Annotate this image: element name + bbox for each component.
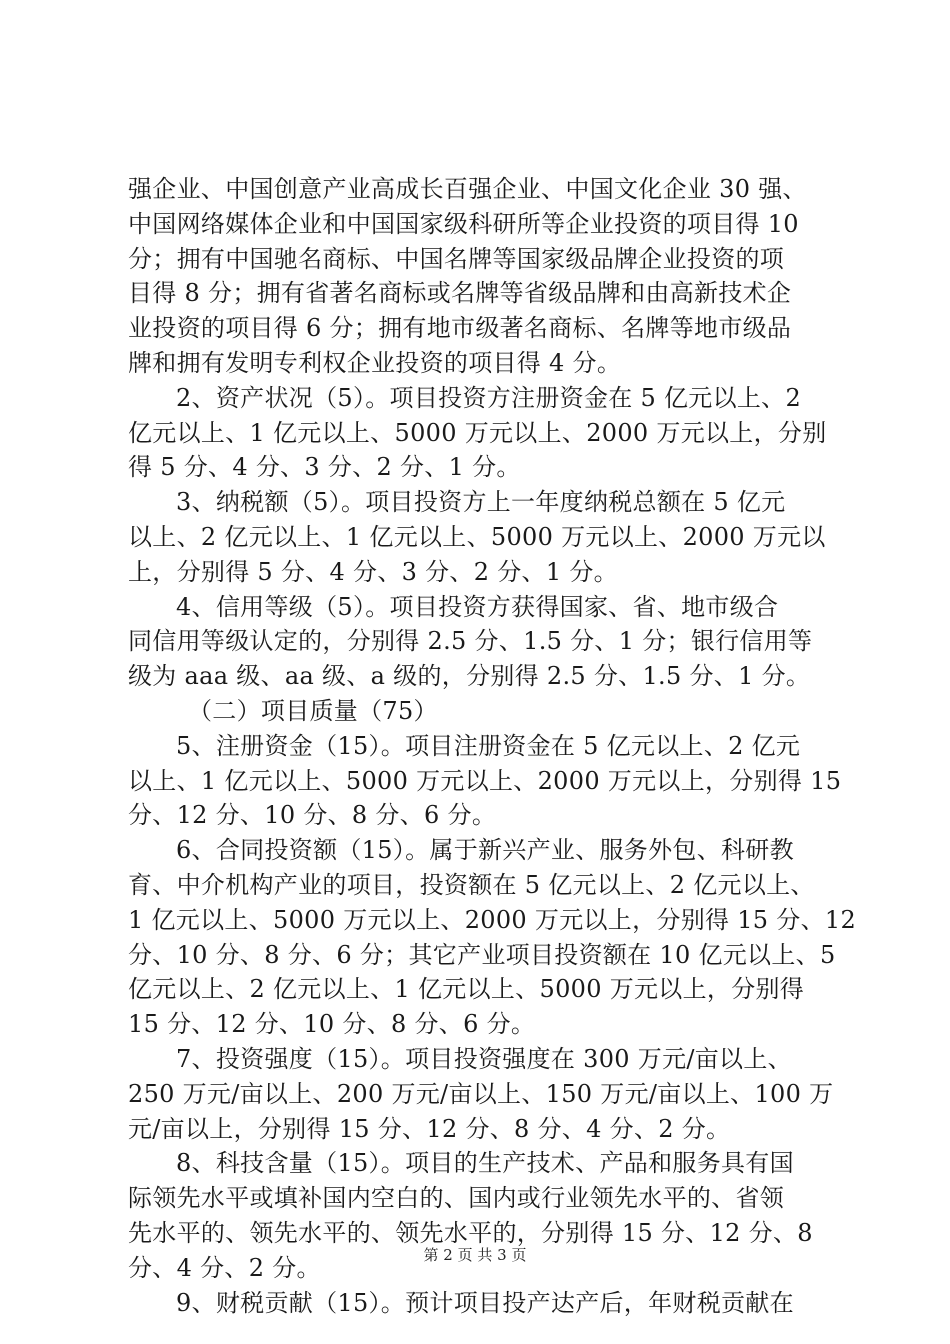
text-line: 业投资的项目得 6 分；拥有地市级著名商标、名牌等地市级品 [128,314,792,343]
text-line: 得 5 分、4 分、3 分、2 分、1 分。 [128,453,521,482]
text-line: 目得 8 分；拥有省著名商标或名牌等省级品牌和由高新技术企 [128,279,792,308]
text-line: 育、中介机构产业的项目，投资额在 5 亿元以上、2 亿元以上、 [128,870,815,899]
paragraph-start-line: 7、投资强度（15）。项目投资强度在 300 万元/亩以上、 [176,1044,792,1073]
text-line: 15 分、12 分、10 分、8 分、6 分。 [128,1010,536,1039]
text-line: 上，分别得 5 分、4 分、3 分、2 分、1 分。 [128,557,618,586]
text-line: 元/亩以上，分别得 15 分、12 分、8 分、4 分、2 分。 [128,1114,731,1143]
text-line: 分、10 分、8 分、6 分；其它产业项目投资额在 10 亿元以上、5 [128,940,836,969]
paragraph-start-line: 8、科技含量（15）。项目的生产技术、产品和服务具有国 [176,1149,794,1178]
paragraph-start-line: 6、合同投资额（15）。属于新兴产业、服务外包、科研教 [176,836,794,865]
text-line: 分、4 分、2 分。 [128,1253,321,1282]
text-line: 强企业、中国创意产业高成长百强企业、中国文化企业 30 强、 [128,175,807,203]
text-line: 先水平的、领先水平的、领先水平的，分别得 15 分、12 分、8 [128,1218,813,1247]
text-line: 亿元以上、2 亿元以上、1 亿元以上、5000 万元以上，分别得 [128,975,805,1004]
paragraph-start-line: 5、注册资金（15）。项目注册资金在 5 亿元以上、2 亿元 [176,731,801,760]
page-number-label: 第 2 页 共 3 页 [423,1246,527,1264]
text-line: 亿元以上、1 亿元以上、5000 万元以上、2000 万元以上，分别 [128,418,827,447]
paragraph-start-line: 2、资产状况（5）。项目投资方注册资金在 5 亿元以上、2 [176,383,802,412]
text-line: 际领先水平或填补国内空白的、国内或行业领先水平的、省领 [128,1184,785,1213]
text-line: 分、12 分、10 分、8 分、6 分。 [128,801,497,830]
section-heading: （二）项目质量（75） [188,696,438,725]
text-line: 同信用等级认定的，分别得 2.5 分、1.5 分、1 分；银行信用等 [128,627,813,656]
paragraph-start-line: 9、财税贡献（15）。预计项目投产达产后，年财税贡献在 [176,1288,794,1317]
text-line: 牌和拥有发明专利权企业投资的项目得 4 分。 [128,348,622,377]
paragraph-start-line: 4、信用等级（5）。项目投资方获得国家、省、地市级合 [176,592,779,621]
text-line: 级为 aaa 级、aa 级、a 级的，分别得 2.5 分、1.5 分、1 分。 [128,662,811,691]
text-line: 中国网络媒体企业和中国国家级科研所等企业投资的项目得 10 [128,209,799,238]
paragraph-start-line: 3、纳税额（5）。项目投资方上一年度纳税总额在 5 亿元 [176,488,786,517]
text-line: 250 万元/亩以上、200 万元/亩以上、150 万元/亩以上、100 万 [128,1079,834,1108]
page-footer [0,1244,950,1265]
text-line: 以上、1 亿元以上、5000 万元以上、2000 万元以上，分别得 15 [128,766,842,795]
text-line: 以上、2 亿元以上、1 亿元以上、5000 万元以上、2000 万元以 [128,522,826,551]
document-body [128,172,857,1320]
text-line: 1 亿元以上、5000 万元以上、2000 万元以上，分别得 15 分、12 [128,905,857,934]
text-line: 分；拥有中国驰名商标、中国名牌等国家级品牌企业投资的项 [128,244,785,273]
